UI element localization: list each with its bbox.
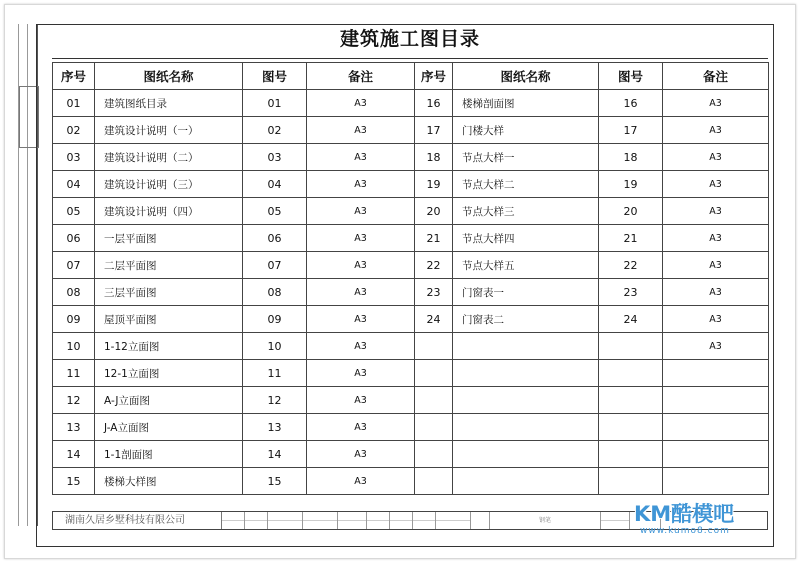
cell-seq: 01: [53, 90, 95, 117]
cell-seq: 10: [53, 333, 95, 360]
header-note: 备注: [307, 63, 415, 90]
table-row: [53, 90, 769, 117]
cell-seq: 04: [53, 171, 95, 198]
cell-seq: [415, 468, 453, 495]
table-row: [53, 117, 769, 144]
cell-num: 22: [599, 252, 663, 279]
cell-note: A3: [307, 441, 415, 468]
cell-num: [599, 468, 663, 495]
table-row: [53, 306, 769, 333]
cell-name: 建筑图纸目录: [95, 90, 243, 117]
cell-name: 二层平面图: [95, 252, 243, 279]
cell-num: 05: [243, 198, 307, 225]
cell-note: A3: [307, 252, 415, 279]
cell-name: 屋顶平面图: [95, 306, 243, 333]
cell-note: A3: [307, 414, 415, 441]
cell-seq: 03: [53, 144, 95, 171]
cell-note: A3: [663, 306, 769, 333]
cell-name: 12-1立面图: [95, 360, 243, 387]
cell-name: [453, 414, 599, 441]
cell-num: 03: [243, 144, 307, 171]
cell-num: [599, 360, 663, 387]
cell-name: 建筑设计说明（二）: [95, 144, 243, 171]
cell-name: [453, 387, 599, 414]
cell-seq: 24: [415, 306, 453, 333]
cell-seq: 15: [53, 468, 95, 495]
cell-note: A3: [307, 90, 415, 117]
table-row: [53, 387, 769, 414]
cell-num: 07: [243, 252, 307, 279]
table-row: [53, 279, 769, 306]
cell-seq: [415, 441, 453, 468]
cell-seq: 11: [53, 360, 95, 387]
cell-num: 16: [599, 90, 663, 117]
cell-seq: 20: [415, 198, 453, 225]
header-seq: 序号: [53, 63, 95, 90]
cell-seq: [415, 414, 453, 441]
cell-num: 19: [599, 171, 663, 198]
cell-name: 节点大样三: [453, 198, 599, 225]
cell-note: A3: [307, 360, 415, 387]
cell-note: [663, 414, 769, 441]
cell-name: 一层平面图: [95, 225, 243, 252]
cell-num: [599, 333, 663, 360]
table-row: [53, 360, 769, 387]
cell-seq: 21: [415, 225, 453, 252]
cell-seq: 22: [415, 252, 453, 279]
cell-name: 建筑设计说明（三）: [95, 171, 243, 198]
cell-name: A-J立面图: [95, 387, 243, 414]
cell-seq: 09: [53, 306, 95, 333]
cell-num: 14: [243, 441, 307, 468]
cell-name: 1-12立面图: [95, 333, 243, 360]
cell-seq: 08: [53, 279, 95, 306]
cell-note: A3: [663, 144, 769, 171]
cell-name: 门楼大样: [453, 117, 599, 144]
cell-name: [453, 333, 599, 360]
cell-seq: 18: [415, 144, 453, 171]
cell-note: A3: [307, 198, 415, 225]
cell-note: A3: [307, 468, 415, 495]
table-row: [53, 441, 769, 468]
cell-num: 15: [243, 468, 307, 495]
cell-num: 12: [243, 387, 307, 414]
cell-note: A3: [663, 252, 769, 279]
cell-note: A3: [663, 333, 769, 360]
cell-note: A3: [307, 225, 415, 252]
cell-note: A3: [307, 387, 415, 414]
cell-seq: 07: [53, 252, 95, 279]
table-row: [53, 252, 769, 279]
cell-name: 楼梯剖面图: [453, 90, 599, 117]
cell-num: [599, 387, 663, 414]
cell-seq: 14: [53, 441, 95, 468]
cell-num: 11: [243, 360, 307, 387]
cell-note: A3: [307, 171, 415, 198]
signature-cell: 钢笔: [490, 512, 601, 529]
cell-note: A3: [663, 171, 769, 198]
page-title: 建筑施工图目录: [52, 20, 768, 59]
cell-seq: 02: [53, 117, 95, 144]
table-row: [53, 225, 769, 252]
watermark-url: www.kumo8.com: [640, 526, 730, 536]
binding-margin: [9, 24, 38, 526]
cell-note: A3: [307, 144, 415, 171]
cell-note: A3: [663, 198, 769, 225]
cell-name: [453, 441, 599, 468]
cell-seq: [415, 387, 453, 414]
table-row: [53, 198, 769, 225]
company-name: 湖南久居乡墅科技有限公司: [53, 512, 222, 529]
cell-note: A3: [663, 117, 769, 144]
cell-num: [599, 441, 663, 468]
cell-seq: 19: [415, 171, 453, 198]
cell-name: 门窗表一: [453, 279, 599, 306]
cell-note: A3: [663, 225, 769, 252]
table-row: [53, 144, 769, 171]
header-name: 图纸名称: [453, 63, 599, 90]
cell-num: 04: [243, 171, 307, 198]
cell-seq: 05: [53, 198, 95, 225]
cell-name: 节点大样四: [453, 225, 599, 252]
cell-name: [453, 360, 599, 387]
header-seq: 序号: [415, 63, 453, 90]
cell-num: 23: [599, 279, 663, 306]
cell-num: [599, 414, 663, 441]
cell-name: 节点大样一: [453, 144, 599, 171]
cell-seq: 16: [415, 90, 453, 117]
cell-note: [663, 441, 769, 468]
table-row: [53, 468, 769, 495]
header-num: 图号: [243, 63, 307, 90]
cell-num: 09: [243, 306, 307, 333]
cell-seq: 13: [53, 414, 95, 441]
cell-note: [663, 387, 769, 414]
table-row: [53, 414, 769, 441]
table-header-row: [53, 63, 769, 90]
cell-num: 21: [599, 225, 663, 252]
header-note: 备注: [663, 63, 769, 90]
cell-num: 13: [243, 414, 307, 441]
cell-note: A3: [307, 306, 415, 333]
table-row: [53, 171, 769, 198]
cell-note: A3: [307, 117, 415, 144]
drawing-index-table: [52, 62, 769, 495]
header-name: 图纸名称: [95, 63, 243, 90]
cell-name: 建筑设计说明（一）: [95, 117, 243, 144]
table-row: [53, 333, 769, 360]
cell-note: A3: [307, 279, 415, 306]
cell-note: A3: [663, 279, 769, 306]
cell-seq: 12: [53, 387, 95, 414]
cell-note: A3: [663, 90, 769, 117]
cell-num: 10: [243, 333, 307, 360]
cell-num: 24: [599, 306, 663, 333]
cell-note: [663, 468, 769, 495]
cell-seq: 17: [415, 117, 453, 144]
cell-num: 20: [599, 198, 663, 225]
cell-name: J-A立面图: [95, 414, 243, 441]
cell-seq: 06: [53, 225, 95, 252]
watermark-logo: KM酷模吧: [634, 502, 735, 526]
cell-num: 01: [243, 90, 307, 117]
watermark: [634, 503, 744, 543]
cell-seq: [415, 333, 453, 360]
cell-num: 08: [243, 279, 307, 306]
cell-num: 06: [243, 225, 307, 252]
cell-name: [453, 468, 599, 495]
cell-num: 02: [243, 117, 307, 144]
cell-seq: [415, 360, 453, 387]
cell-num: 18: [599, 144, 663, 171]
cell-note: A3: [307, 333, 415, 360]
cell-name: 三层平面图: [95, 279, 243, 306]
cell-name: 节点大样五: [453, 252, 599, 279]
cell-name: 门窗表二: [453, 306, 599, 333]
cell-name: 1-1剖面图: [95, 441, 243, 468]
cell-name: 楼梯大样图: [95, 468, 243, 495]
header-num: 图号: [599, 63, 663, 90]
cell-note: [663, 360, 769, 387]
cell-name: 节点大样二: [453, 171, 599, 198]
cell-name: 建筑设计说明（四）: [95, 198, 243, 225]
cell-num: 17: [599, 117, 663, 144]
cell-seq: 23: [415, 279, 453, 306]
